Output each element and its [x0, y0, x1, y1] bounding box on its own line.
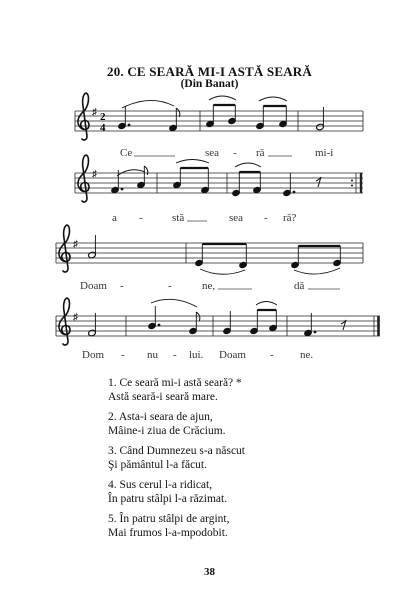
verse-line: 3. Când Dumnezeu s-a născut — [108, 445, 246, 457]
verse-4 — [108, 479, 245, 506]
verse-2 — [108, 411, 245, 438]
treble-clef-icon — [78, 155, 89, 202]
time-signature-bottom: 4 — [100, 122, 106, 134]
lyric-syllable: lui. — [189, 349, 204, 361]
lyric-syllable: Ce — [120, 147, 133, 159]
verse-5 — [108, 513, 245, 540]
lyric-syllable: a — [112, 212, 117, 224]
lyric-syllable: Doam — [219, 349, 246, 361]
sharp-sign: ♯ — [92, 107, 97, 118]
treble-clef-icon — [59, 225, 70, 272]
lyric-syllable: - — [139, 212, 143, 224]
lyric-syllable: nu — [147, 349, 158, 361]
verse-line: Şi pământul l-a făcut. — [108, 458, 207, 471]
verse-line: Mâine-i ziua de Crăcium. — [108, 424, 226, 437]
staff-system-1 — [75, 93, 363, 159]
lyric-syllable: mi-i — [315, 147, 334, 159]
verse-line: Astă seară-i seară mare. — [108, 390, 218, 403]
lyric-syllable: ră — [256, 147, 265, 159]
page-number: 38 — [204, 566, 215, 578]
sharp-sign: ♯ — [92, 169, 97, 180]
lyric-syllable: stă — [172, 212, 185, 224]
lyric-syllable: Doam — [80, 280, 107, 292]
song-title: 20. CE SEARĂ MI-I ASTĂ SEARĂ — [107, 64, 312, 79]
song-subtitle: (Din Banat) — [180, 78, 239, 90]
treble-clef-icon — [59, 298, 70, 345]
verse-line: 1. Ce seară mi-i astă seară? * — [108, 377, 242, 389]
verse-line: 5. În patru stâlpi de argint, — [108, 513, 230, 525]
eighth-rest-icon — [316, 177, 321, 187]
lyric-syllable: - — [168, 280, 172, 292]
verse-line: 4. Sus cerul l-a ridicat, — [108, 479, 213, 491]
staff-system-3 — [56, 225, 363, 292]
sharp-sign: ♯ — [73, 312, 78, 323]
verse-line: Mai frumos l-a-mpodobit. — [108, 526, 228, 539]
time-signature-top: 2 — [100, 111, 106, 123]
verse-1 — [108, 377, 245, 404]
verse-line: În patru stâlpi l-a răzimat. — [108, 492, 228, 505]
staff-system-2 — [75, 155, 363, 224]
lyric-syllable: - — [120, 280, 124, 292]
verse-list — [108, 377, 245, 547]
lyric-syllable: ne. — [300, 349, 314, 361]
sharp-sign: ♯ — [73, 239, 78, 250]
verse-line: 2. Asta-i seara de ajun, — [108, 411, 213, 423]
staff-system-4 — [56, 298, 380, 361]
lyric-syllable: Dom — [82, 349, 104, 361]
eighth-rest-icon — [341, 320, 346, 330]
lyric-syllable: dă — [294, 280, 305, 292]
lyric-syllable: ne, — [202, 280, 216, 292]
lyric-syllable: sea — [205, 147, 220, 159]
lyric-syllable: - — [233, 147, 237, 159]
treble-clef-icon — [78, 93, 89, 140]
verse-3 — [108, 445, 245, 472]
lyric-syllable: - — [121, 349, 125, 361]
lyric-syllable: - — [270, 349, 274, 361]
lyric-syllable: - — [173, 349, 177, 361]
lyric-syllable: sea — [229, 212, 244, 224]
lyric-syllable: ră? — [283, 212, 297, 224]
lyric-syllable: - — [264, 212, 268, 224]
